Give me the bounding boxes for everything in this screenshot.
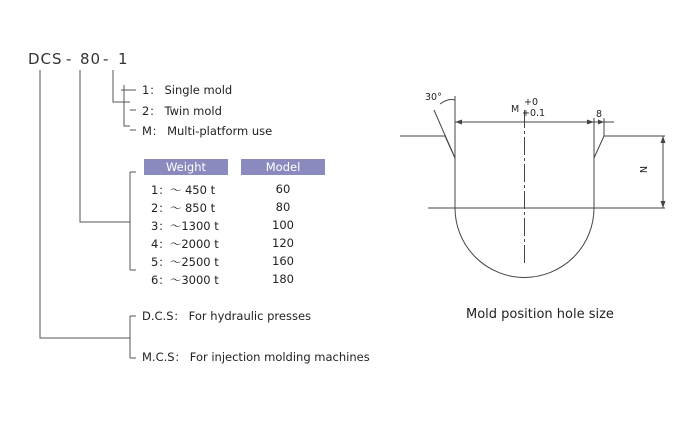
code-dash-2: - <box>103 50 110 68</box>
table-cell-model: 180 <box>272 272 294 286</box>
mold-option-label: Multi-platform use <box>167 124 273 138</box>
depth-label: N <box>637 166 648 174</box>
table-cell-weight: 5：～2500 t <box>151 255 219 269</box>
table-cell-weight: 4：～2000 t <box>151 237 219 251</box>
press-type-key: M.C.S： <box>142 350 187 364</box>
mold-option-key: M： <box>142 124 164 138</box>
code-mold: 1 <box>118 50 129 68</box>
table-cell-model: 160 <box>272 254 294 268</box>
side-dimension-label: 8 <box>596 109 603 120</box>
tolerance-lower: +0.1 <box>522 108 546 119</box>
press-type-key: D.C.S： <box>142 309 185 323</box>
table-cell-model: 120 <box>272 236 294 250</box>
mold-option-label: Single mold <box>164 83 233 97</box>
table-cell-model: 80 <box>275 200 291 214</box>
table-header-model: Model <box>241 159 325 175</box>
press-type-label: For hydraulic presses <box>188 309 312 323</box>
chamfer-right <box>594 136 604 158</box>
table-cell-weight: 2：～ 850 t <box>151 201 216 215</box>
code-dash-1: - <box>66 50 73 68</box>
code-model: 80 <box>80 50 102 68</box>
table-cell-weight: 3：～1300 t <box>151 219 219 233</box>
mold-option-label: Twin mold <box>164 104 222 118</box>
mold-option-key: 2： <box>142 104 161 118</box>
table-cell-model: 100 <box>272 218 294 232</box>
press-type-label: For injection molding machines <box>189 350 370 364</box>
table-cell-weight: 1：～ 450 t <box>151 183 216 197</box>
tolerance-upper: +0 <box>524 97 539 108</box>
angle-extension <box>434 110 455 158</box>
mold-option-key: 1： <box>142 83 161 97</box>
angle-label: 30° <box>425 92 442 103</box>
code-prefix: DCS <box>28 50 63 68</box>
table-header-weight: Weight <box>144 159 228 175</box>
hole-caption: Mold position hole size <box>466 307 614 322</box>
m-label: M <box>511 104 520 115</box>
table-cell-model: 60 <box>275 182 291 196</box>
table-cell-weight: 6：～3000 t <box>151 273 219 287</box>
